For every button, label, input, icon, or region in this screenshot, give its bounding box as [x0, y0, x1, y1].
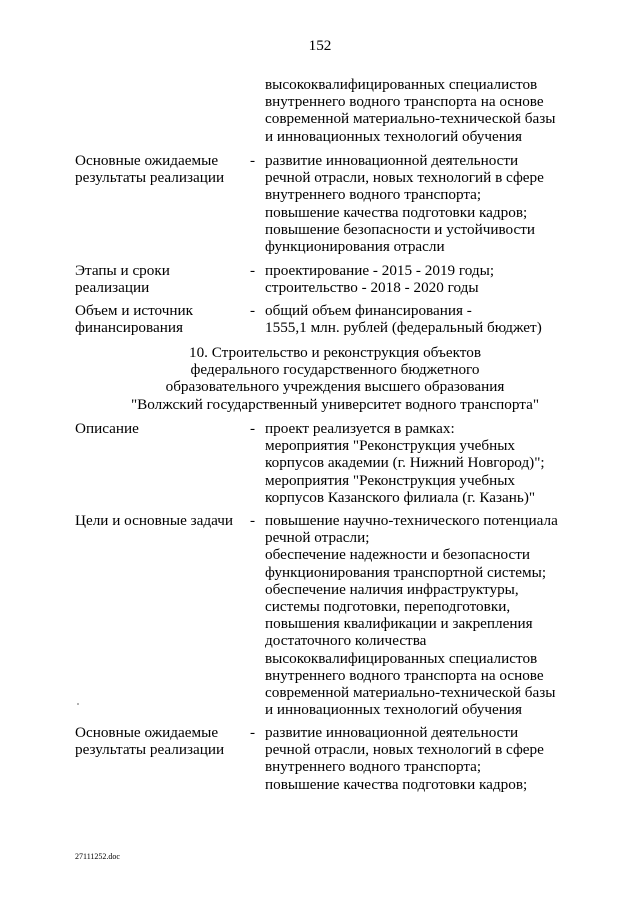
scan-speck — [77, 703, 79, 705]
goals-label — [75, 512, 245, 529]
label-line: Основные ожидаемые — [75, 724, 219, 741]
text-line: высококвалифицированных специалистов — [265, 76, 538, 93]
text-line: и инновационных технологий обучения — [265, 127, 523, 145]
value-line: обеспечение наличия инфраструктуры, — [265, 580, 519, 598]
text-line: внутреннего водного транспорта на основе — [265, 93, 544, 111]
text-line: современной материально-технической базы — [265, 110, 556, 128]
value-line: обеспечение надежности и безопасности — [265, 546, 530, 564]
funding-value — [265, 302, 595, 336]
label-line: Основные ожидаемые — [75, 152, 219, 169]
results-value — [265, 724, 595, 793]
description-value — [265, 420, 595, 506]
value-line: внутреннего водного транспорта; — [265, 186, 482, 204]
dash: - — [250, 420, 256, 437]
value-line: повышение научно-технического потенциала — [265, 512, 558, 529]
heading-line: федерального государственного бюджетного — [190, 361, 480, 379]
label-line: Объем и источник — [75, 302, 194, 319]
value-line: речной отрасли, новых технологий в сфере — [265, 741, 544, 759]
value-line: проектирование - 2015 - 2019 годы; — [265, 262, 495, 279]
value-line: достаточного количества — [265, 632, 427, 650]
value-line: системы подготовки, переподготовки, — [265, 598, 511, 616]
value-line: строительство - 2018 - 2020 годы — [265, 279, 479, 297]
continuation-text — [265, 76, 595, 145]
results-label — [75, 152, 245, 186]
label-line: результаты реализации — [75, 169, 225, 187]
label-line: Этапы и сроки — [75, 262, 170, 279]
value-line: 1555,1 млн. рублей (федеральный бюджет) — [265, 319, 542, 337]
label-line: результаты реализации — [75, 741, 225, 759]
label-line: финансирования — [75, 319, 183, 337]
label-line: Цели и основные задачи — [75, 512, 233, 529]
dash: - — [250, 724, 256, 741]
value-line: проект реализуется в рамках: — [265, 420, 455, 437]
file-name-footer: 27111252.doc — [75, 852, 120, 861]
results-label — [75, 724, 245, 758]
heading-line: "Волжский государственный университет водного транспорта" — [130, 395, 540, 413]
value-line: повышение безопасности и устойчивости — [265, 220, 536, 238]
stages-value — [265, 262, 595, 296]
heading-line: 10. Строительство и реконструкция объектов — [188, 344, 482, 361]
value-line: высококвалифицированных специалистов — [265, 649, 538, 667]
value-line: и инновационных технологий обучения — [265, 701, 523, 719]
funding-label — [75, 302, 245, 336]
label-line: Описание — [75, 420, 139, 437]
value-line: внутреннего водного транспорта на основе — [265, 666, 544, 684]
dash: - — [250, 512, 256, 529]
value-line: внутреннего водного транспорта; — [265, 758, 482, 776]
value-line: корпусов Казанского филиала (г. Казань)" — [265, 488, 536, 506]
value-line: развитие инновационной деятельности — [265, 724, 519, 741]
value-line: речной отрасли; — [265, 529, 370, 547]
value-line: мероприятия "Реконструкция учебных — [265, 471, 516, 489]
stages-label — [75, 262, 245, 296]
value-line: повышение качества подготовки кадров; — [265, 203, 528, 221]
value-line: корпусов академии (г. Нижний Новгород)"; — [265, 454, 545, 472]
section-heading — [75, 344, 595, 413]
value-line: общий объем финансирования - — [265, 302, 472, 319]
goals-value — [265, 512, 595, 718]
dash: - — [250, 302, 256, 319]
label-line: реализации — [75, 279, 150, 297]
value-line: повышения квалификации и закрепления — [265, 615, 533, 633]
dash: - — [250, 152, 256, 169]
dash: - — [250, 262, 256, 279]
value-line: повышение качества подготовки кадров; — [265, 775, 528, 793]
value-line: функционирования отрасли — [265, 238, 445, 256]
value-line: функционирования транспортной системы; — [265, 563, 547, 581]
value-line: речной отрасли, новых технологий в сфере — [265, 169, 544, 187]
value-line: развитие инновационной деятельности — [265, 152, 519, 169]
heading-line: образовательного учреждения высшего образования — [165, 378, 505, 396]
page-number: 152 — [308, 37, 332, 54]
description-label — [75, 420, 245, 437]
value-line: мероприятия "Реконструкция учебных — [265, 437, 516, 455]
value-line: современной материально-технической базы — [265, 684, 556, 702]
results-value — [265, 152, 595, 255]
